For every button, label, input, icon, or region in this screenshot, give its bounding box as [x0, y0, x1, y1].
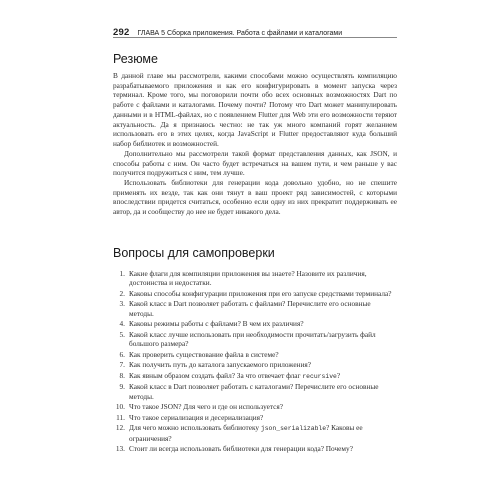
question-item — [113, 299, 397, 318]
question-number: 5. — [119, 329, 125, 339]
question-text: Какой класс в Dart позволяет работать с каталогами? Перечислите его основные методы. — [129, 382, 379, 401]
question-number: 12. — [115, 423, 125, 433]
question-item — [113, 382, 397, 401]
question-item — [113, 350, 397, 359]
inline-code: json_serializable — [260, 425, 327, 433]
summary-paragraph-1: В данной главе мы рассмотрели, какими способами можно осуществлять компиляцию разрабатываемого приложения и как его конфигурировать в момент запуска через терминал. Кроме того, мы поговорили почти обо всех основных возможностях Dart по работе с файлами и каталогами. Почему почти? Потому что Dart может манипулировать данными и в HTML-файлах, но с появлением Flutter для Web эти его возможности теряют актуальность. Да я признаюсь честно: не так уж много компаний горят желанием использовать его в этих целях, когда JavaScript и Flutter предоставляют куда больший набор библиотек и возможностей. — [113, 71, 397, 148]
question-text: Что такое JSON? Для чего и где он используется? — [129, 402, 284, 412]
question-number: 8. — [119, 370, 125, 380]
review-heading: Вопросы для самопроверки — [113, 246, 275, 260]
question-text-before: Для чего можно использовать библиотеку — [129, 423, 261, 433]
question-text: Стоит ли всегда использовать библиотеки для генерации кода? Почему? — [129, 444, 353, 454]
question-item — [113, 289, 397, 298]
question-item — [113, 402, 397, 411]
question-number: 6. — [119, 349, 125, 359]
question-item — [113, 269, 397, 288]
question-number: 1. — [119, 269, 125, 278]
question-item — [113, 371, 397, 381]
question-number: 13. — [115, 444, 125, 454]
question-text: Какие флаги для компиляции приложения вы знаете? Назовите их различия, достоинства и недостатки. — [129, 269, 367, 288]
running-title: ГЛАВА 5 Сборка приложения. Работа с файлами и каталогами — [137, 30, 343, 37]
review-questions-list — [113, 269, 397, 455]
summary-heading: Резюме — [113, 52, 158, 66]
question-text: Как проверить существование файла в системе? — [129, 349, 279, 359]
question-item — [113, 330, 397, 349]
question-number: 3. — [119, 299, 125, 309]
question-item — [113, 423, 397, 443]
question-text: Каковы способы конфигурации приложения при его запуске средствами терминала? — [129, 288, 392, 298]
question-number: 9. — [119, 382, 125, 392]
question-text: Какой класс в Dart позволяет работать с файлами? Перечислите его основные методы. — [129, 299, 371, 318]
question-item — [113, 444, 397, 453]
question-text: Как получить путь до каталога запускаемого приложения? — [129, 360, 311, 370]
question-item — [113, 319, 397, 328]
question-number: 11. — [116, 412, 125, 422]
summary-paragraph-3: Использовать библиотеки для генерации кода довольно удобно, но не спешите применять их везде, так как они тянут в ваш проект ряд зависимостей, с которыми впоследствии придется считаться, особенно если одну из них прекратит поддерживать ее автор, да и сообществу до нее не будет никакого дела. — [113, 178, 397, 217]
question-number: 10. — [115, 402, 125, 412]
question-text-after: ? Каковы ее ограничения? — [129, 423, 363, 443]
summary-paragraph-2: Дополнительно мы рассмотрели такой формат представления данных, как JSON, и способы работы с ним. Он часто будет встречаться на вашем пути, и чем раньше у вас получится подружиться с ним, тем лучше. — [113, 149, 397, 178]
page-number: 292 — [113, 27, 130, 38]
question-number: 4. — [119, 319, 125, 329]
inline-code: recursive — [302, 372, 337, 380]
question-number: 7. — [119, 360, 125, 370]
question-number: 2. — [119, 288, 125, 298]
question-text-after: ? — [336, 370, 341, 380]
question-text: Что такое сериализация и десериализация? — [129, 412, 264, 422]
header-divider — [113, 37, 397, 38]
question-text-before: Как явным образом создать файл? За что отвечает флаг — [129, 370, 303, 380]
question-text — [129, 371, 397, 381]
question-text: Какой класс лучше использовать при необходимости прочитать/загрузить файл большого размера? — [129, 329, 376, 349]
question-text: Каковы режимы работы с файлами? В чем их различия? — [129, 319, 304, 329]
question-text — [129, 423, 397, 443]
question-item — [113, 360, 397, 369]
question-item — [113, 413, 397, 422]
